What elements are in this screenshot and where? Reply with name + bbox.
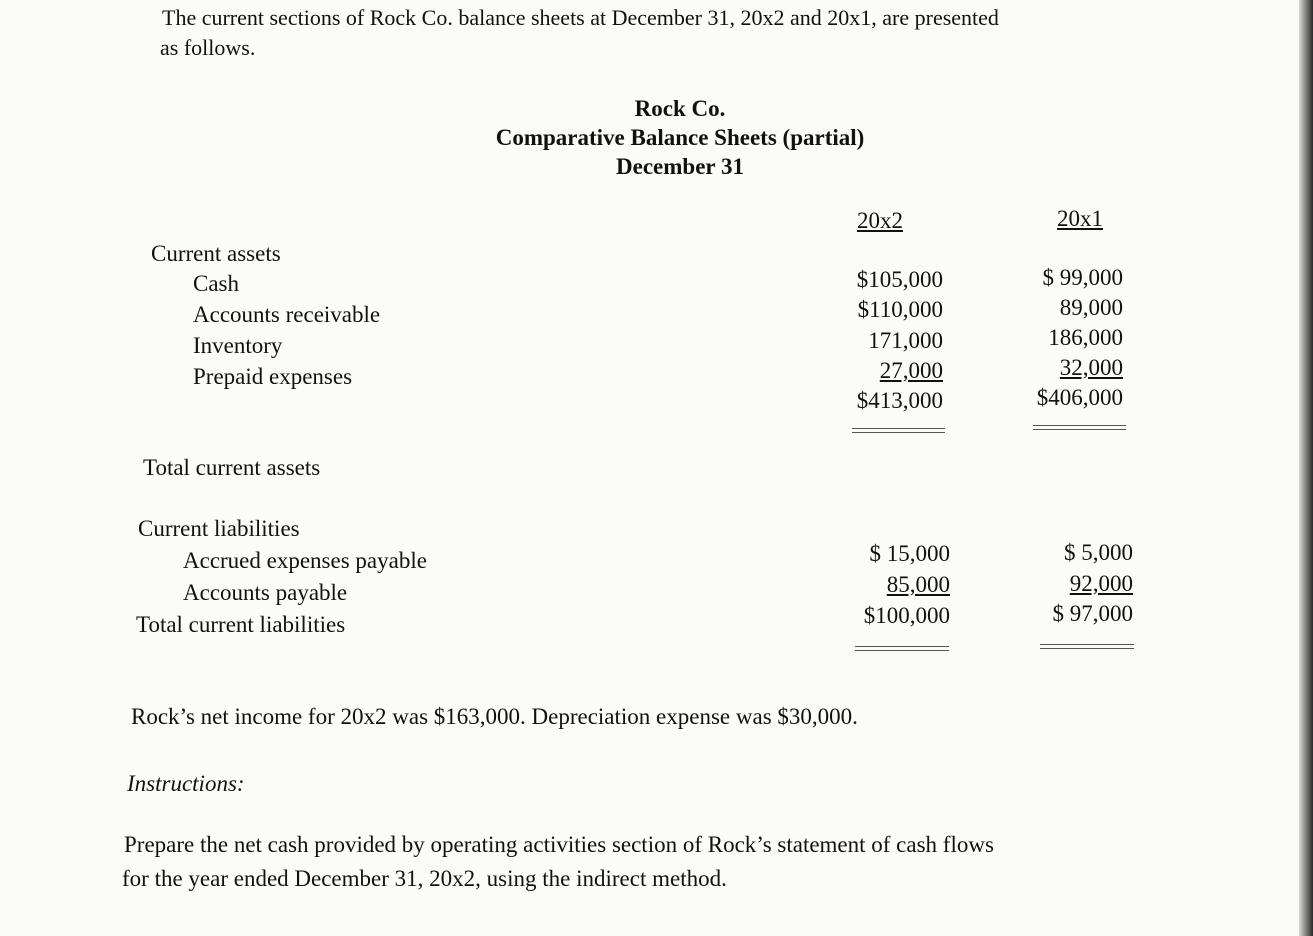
total-current-liabilities-label: Total current liabilities bbox=[136, 612, 346, 637]
asset-value-cash-20x2: $105,000 bbox=[856, 267, 943, 292]
instructions-line-1: Prepare the net cash provided by operating activities section of Rock’s statement of cash flows bbox=[124, 832, 994, 857]
asset-total-double-underline-20x2 bbox=[852, 428, 945, 433]
liability-label-accrued-expenses: Accrued expenses payable bbox=[183, 548, 427, 573]
current-assets-heading: Current assets bbox=[151, 241, 281, 266]
column-header-20x1: 20x1 bbox=[1057, 206, 1103, 231]
liability-value-accrued-20x2: $ 15,000 bbox=[869, 541, 950, 566]
asset-label-cash: Cash bbox=[193, 271, 239, 296]
asset-value-inventory-20x2: 171,000 bbox=[868, 328, 943, 353]
asset-label-accounts-receivable: Accounts receivable bbox=[193, 302, 381, 327]
page-edge-shadow bbox=[1299, 0, 1313, 936]
total-current-assets-label: Total current assets bbox=[143, 455, 321, 480]
asset-total-20x1: $406,000 bbox=[1036, 385, 1123, 410]
statement-date: December 31 bbox=[616, 154, 744, 179]
asset-total-20x2: $413,000 bbox=[856, 388, 943, 413]
asset-value-prepaid-20x1: 32,000 bbox=[1059, 355, 1123, 380]
liability-label-accounts-payable: Accounts payable bbox=[183, 580, 348, 605]
column-header-20x2: 20x2 bbox=[857, 208, 903, 233]
intro-line-1: The current sections of Rock Co. balance sheets at December 31, 20x2 and 20x1, are presented bbox=[162, 5, 999, 30]
asset-total-double-underline-20x1 bbox=[1033, 425, 1126, 430]
intro-line-2: as follows. bbox=[160, 35, 256, 60]
asset-value-ar-20x2: $110,000 bbox=[857, 297, 943, 322]
liability-value-accrued-20x1: $ 5,000 bbox=[1064, 540, 1133, 565]
liability-value-ap-20x2: 85,000 bbox=[886, 572, 950, 597]
asset-label-prepaid-expenses: Prepaid expenses bbox=[193, 364, 353, 389]
current-liabilities-heading: Current liabilities bbox=[138, 516, 300, 541]
liability-value-ap-20x1: 92,000 bbox=[1069, 571, 1133, 596]
liability-total-double-underline-20x2 bbox=[855, 646, 949, 651]
asset-value-inventory-20x1: 186,000 bbox=[1048, 325, 1123, 350]
company-name: Rock Co. bbox=[634, 96, 726, 121]
statement-title: Comparative Balance Sheets (partial) bbox=[495, 125, 865, 150]
asset-value-ar-20x1: 89,000 bbox=[1059, 295, 1123, 320]
net-income-note: Rock’s net income for 20x2 was $163,000. Depreciation expense was $30,000. bbox=[131, 704, 858, 729]
asset-label-inventory: Inventory bbox=[193, 333, 283, 358]
liability-total-double-underline-20x1 bbox=[1040, 644, 1134, 649]
asset-value-cash-20x1: $ 99,000 bbox=[1042, 265, 1123, 290]
liability-total-20x1: $ 97,000 bbox=[1052, 601, 1133, 626]
instructions-heading: Instructions: bbox=[127, 771, 245, 796]
instructions-line-2: for the year ended December 31, 20x2, using the indirect method. bbox=[122, 866, 727, 891]
asset-value-prepaid-20x2: 27,000 bbox=[879, 358, 943, 383]
liability-total-20x2: $100,000 bbox=[863, 603, 950, 628]
